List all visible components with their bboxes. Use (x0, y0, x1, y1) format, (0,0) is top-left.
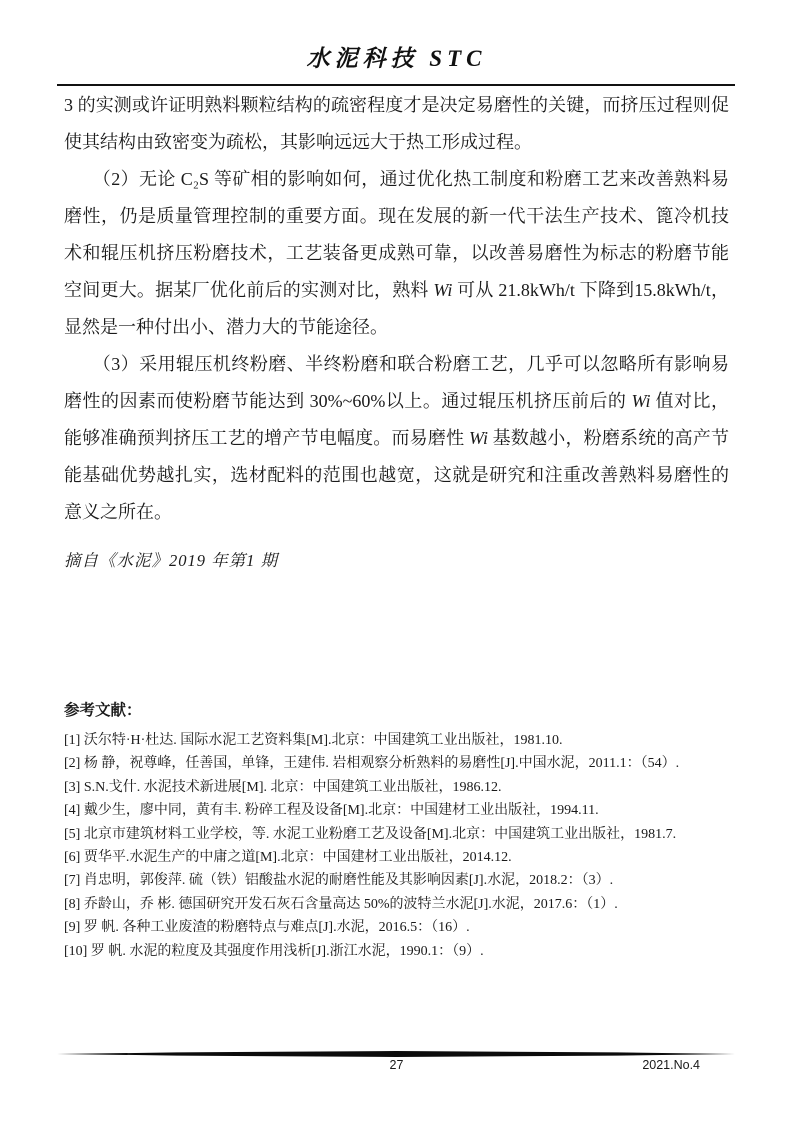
article-body (64, 87, 729, 531)
reference-item: [1] 沃尔特·H·杜达. 国际水泥工艺资料集[M].北京：中国建筑工业出版社，1981.10. (64, 733, 563, 748)
reference-item: [4] 戴少生，廖中同，黄有丰. 粉碎工程及设备[M].北京：中国建材工业出版社，1994.11. (64, 803, 599, 819)
references-heading: 参考文献： (64, 702, 142, 719)
reference-item: [3] S.N.戈什. 水泥技术新进展[M]. 北京：中国建筑工业出版社，1986.12. (64, 779, 502, 795)
references-list (64, 729, 736, 963)
source-note: 摘自《水泥》2019 年第1 期 (64, 551, 278, 570)
article-paragraph-3: （3）采用辊压机终粉磨、半终粉磨和联合粉磨工艺，几乎可以忽略所有影响易磨性的因素而使粉磨节能达到 30%~60%以上。通过辊压机挤压前后的 Wi 值对比，能够准确预判挤压工艺的增产节电幅度。而易磨性 Wi 基数越小，粉磨系统的高产节能基础优势越扎实，选材配料的范围也越宽，这就是研究和注重改善熟料易磨性的意义之所在。 (64, 354, 730, 522)
article-paragraph-1: 3 的实测或许证明熟料颗粒结构的疏密程度才是决定易磨性的关键，而挤压过程则促使其结构由致密变为疏松，其影响远远大于热工形成过程。 (64, 95, 729, 152)
header-rule (57, 84, 735, 86)
reference-item: [9] 罗 帆. 各种工业废渣的粉磨特点与难点[J].水泥，2016.5：（16）. (64, 920, 470, 936)
footer-issue-label: 2021.No.4 (642, 1058, 700, 1072)
reference-item: [8] 乔龄山，乔 彬. 德国研究开发石灰石含量高达 50%的波特兰水泥[J].水泥，2017.6：（1）. (64, 896, 618, 912)
reference-item: [2] 杨 静，祝尊峰，任善国，单锋，王建伟. 岩相观察分析熟料的易磨性[J].中国水泥，2011.1：（54）. (64, 756, 680, 772)
reference-item: [10] 罗 帆. 水泥的粒度及其强度作用浅析[J].浙江水泥，1990.1：（9）. (64, 943, 484, 959)
article-paragraph-2: （2）无论 C₂S 等矿相的影响如何，通过优化热工制度和粉磨工艺来改善熟料易磨性，仍是质量管理控制的重要方面。现在发展的新一代干法生产技术、篦冷机技术和辊压机挤压粉磨技术，工艺装备更成熟可靠，以改善易磨性为标志的粉磨节能空间更大。据某厂优化前后的实测对比，熟料 Wi 可从 21.8kWh/t 下降到15.8kWh/t，显然是一种付出小、潜力大的节能途径。 (64, 169, 730, 337)
reference-item: [5] 北京市建筑材料工业学校，等. 水泥工业粉磨工艺及设备[M].北京：中国建筑工业出版社，1981.7. (64, 826, 677, 842)
footer-page-number: 27 (389, 1058, 404, 1072)
reference-item: [6] 贾华平.水泥生产的中庸之道[M].北京：中国建材工业出版社，2014.12. (64, 850, 512, 866)
journal-header-title: 水泥科技 STC (306, 46, 487, 71)
footer-rule (57, 1051, 735, 1057)
reference-item: [7] 肖忠明，郭俊萍. 硫（铁）铝酸盐水泥的耐磨性能及其影响因素[J].水泥，2018.2：（3）. (64, 873, 614, 889)
references-section (64, 698, 736, 963)
